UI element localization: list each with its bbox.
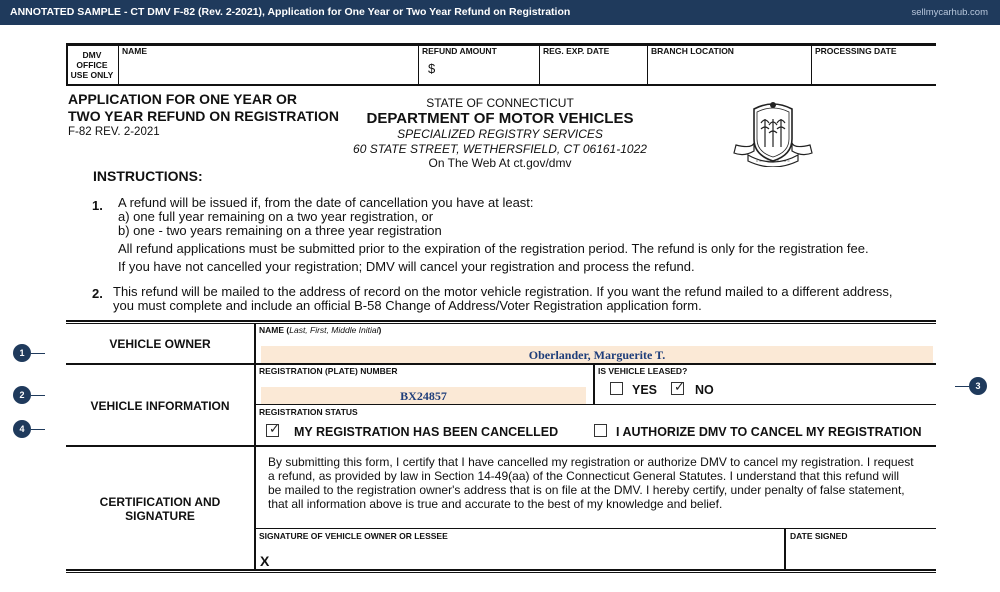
header-exp-label: REG. EXP. DATE bbox=[543, 46, 610, 56]
state-seal-icon bbox=[732, 99, 814, 167]
callout-2-line bbox=[31, 395, 45, 396]
section-certification: CERTIFICATION AND SIGNATURE bbox=[99, 495, 221, 523]
callout-3[interactable]: 3 bbox=[969, 377, 987, 395]
signature-field[interactable]: X bbox=[260, 553, 270, 569]
section-vehicle-owner: VEHICLE OWNER bbox=[109, 337, 211, 351]
instruction-2-line: This refund will be mailed to the address of record on the motor vehicle registration. If you want the refund mailed to a different address, bbox=[113, 284, 893, 299]
callout-3-line bbox=[955, 386, 969, 387]
table-top-rule-inner bbox=[66, 323, 936, 324]
dmv-office-use-label: DMV OFFICE USE ONLY bbox=[70, 50, 114, 80]
certification-text: By submitting this form, I certify that I have cancelled my registration or authorize DMV to cancel my registration. I request a refund, as provided by law in Section 14-49(aa) of the Connecticut General Statutes. I understand that this refund will be mailed to the registration owner's address that is on file at the DMV. I hereby certify, under penalty of false statement, that all information above is true and accurate to the best of my knowledge and belief. bbox=[268, 455, 914, 511]
signature-top-rule bbox=[254, 528, 936, 529]
owner-bottom-rule bbox=[66, 363, 936, 365]
leased-yes-checkbox[interactable] bbox=[610, 382, 623, 395]
plate-number-field[interactable]: BX24857 bbox=[261, 387, 586, 404]
table-divider bbox=[254, 323, 256, 570]
date-signed-label: DATE SIGNED bbox=[790, 531, 848, 541]
header-branch-label: BRANCH LOCATION bbox=[651, 46, 734, 56]
callout-1-line bbox=[31, 353, 45, 354]
instruction-1-line: If you have not cancelled your registration; DMV will cancel your registration and process the refund. bbox=[118, 259, 695, 274]
table-top-rule bbox=[66, 320, 936, 322]
check-icon: ✓ bbox=[269, 421, 280, 436]
instruction-2-line: you must complete and include an official B-58 Change of Address/Voter Registration application form. bbox=[113, 298, 702, 313]
callout-4[interactable]: 4 bbox=[13, 420, 31, 438]
authorize-cancel-checkbox[interactable] bbox=[594, 424, 607, 437]
plate-bottom-rule bbox=[254, 404, 936, 405]
form-revision: F-82 REV. 2-2021 bbox=[68, 126, 160, 138]
instructions-heading: INSTRUCTIONS: bbox=[93, 168, 203, 184]
owner-name-field[interactable]: Oberlander, Marguerite T. bbox=[261, 346, 933, 363]
table-bottom-rule bbox=[66, 569, 936, 571]
leased-no-checkbox[interactable] bbox=[671, 379, 685, 395]
registration-cancelled-label: MY REGISTRATION HAS BEEN CANCELLED bbox=[294, 425, 559, 439]
header-refund-cell[interactable] bbox=[418, 46, 539, 85]
header-name-cell[interactable] bbox=[118, 46, 418, 85]
leased-question-label: IS VEHICLE LEASED? bbox=[598, 366, 688, 376]
signature-label: SIGNATURE OF VEHICLE OWNER OR LESSEE bbox=[259, 531, 448, 541]
leased-yes-label: YES bbox=[632, 383, 658, 397]
instruction-number-1: 1. bbox=[92, 198, 103, 213]
dollar-sign: $ bbox=[428, 61, 436, 76]
instruction-1-line: All refund applications must be submitted prior to the expiration of the registration period. The refund is only for the registration fee. bbox=[118, 241, 869, 256]
top-banner bbox=[0, 0, 1000, 25]
instruction-number-2: 2. bbox=[92, 286, 103, 301]
callout-4-line bbox=[31, 429, 45, 430]
status-bottom-rule bbox=[66, 445, 936, 447]
instruction-1-line: a) one full year remaining on a two year registration, or bbox=[118, 209, 434, 224]
instruction-1-line: b) one - two years remaining on a three year registration bbox=[118, 223, 442, 238]
plate-number-label: REGISTRATION (PLATE) NUMBER bbox=[259, 366, 398, 376]
agency-web: On The Web At ct.gov/dmv bbox=[428, 156, 572, 170]
owner-name-label: NAME (Last, First, Middle Initial) bbox=[259, 325, 382, 335]
agency-address: 60 STATE STREET, WETHERSFIELD, CT 06161-1022 bbox=[353, 142, 647, 156]
header-processing-cell[interactable] bbox=[811, 46, 936, 85]
banner-title: ANNOTATED SAMPLE - CT DMV F-82 (Rev. 2-2021), Application for One Year or Two Year Refund on Registration bbox=[10, 6, 571, 18]
registration-status-label: REGISTRATION STATUS bbox=[259, 407, 358, 417]
agency-department: DEPARTMENT OF MOTOR VEHICLES bbox=[366, 110, 634, 127]
instruction-1-line: A refund will be issued if, from the date of cancellation you have at least: bbox=[118, 195, 534, 210]
callout-1[interactable]: 1 bbox=[13, 344, 31, 362]
table-bottom-rule-inner bbox=[66, 572, 936, 573]
agency-state: STATE OF CONNECTICUT bbox=[426, 96, 574, 110]
callout-2[interactable]: 2 bbox=[13, 386, 31, 404]
header-exp-cell[interactable] bbox=[539, 46, 647, 85]
header-branch-cell[interactable] bbox=[647, 46, 811, 85]
banner-site[interactable]: sellmycarhub.com bbox=[911, 7, 988, 18]
leased-divider bbox=[593, 364, 595, 405]
form-title: APPLICATION FOR ONE YEAR OR TWO YEAR REFUND ON REGISTRATION bbox=[68, 91, 339, 124]
date-signed-field[interactable] bbox=[786, 542, 934, 568]
header-name-label: NAME bbox=[122, 46, 148, 56]
leased-no-label: NO bbox=[695, 383, 714, 397]
header-refund-label: REFUND AMOUNT bbox=[422, 46, 497, 56]
authorize-cancel-label: I AUTHORIZE DMV TO CANCEL MY REGISTRATION bbox=[616, 425, 922, 439]
registration-cancelled-checkbox[interactable] bbox=[266, 421, 280, 437]
header-processing-label: PROCESSING DATE bbox=[815, 46, 897, 56]
agency-division: SPECIALIZED REGISTRY SERVICES bbox=[397, 127, 603, 141]
section-vehicle-information: VEHICLE INFORMATION bbox=[90, 399, 230, 413]
check-icon: ✓ bbox=[674, 379, 685, 394]
